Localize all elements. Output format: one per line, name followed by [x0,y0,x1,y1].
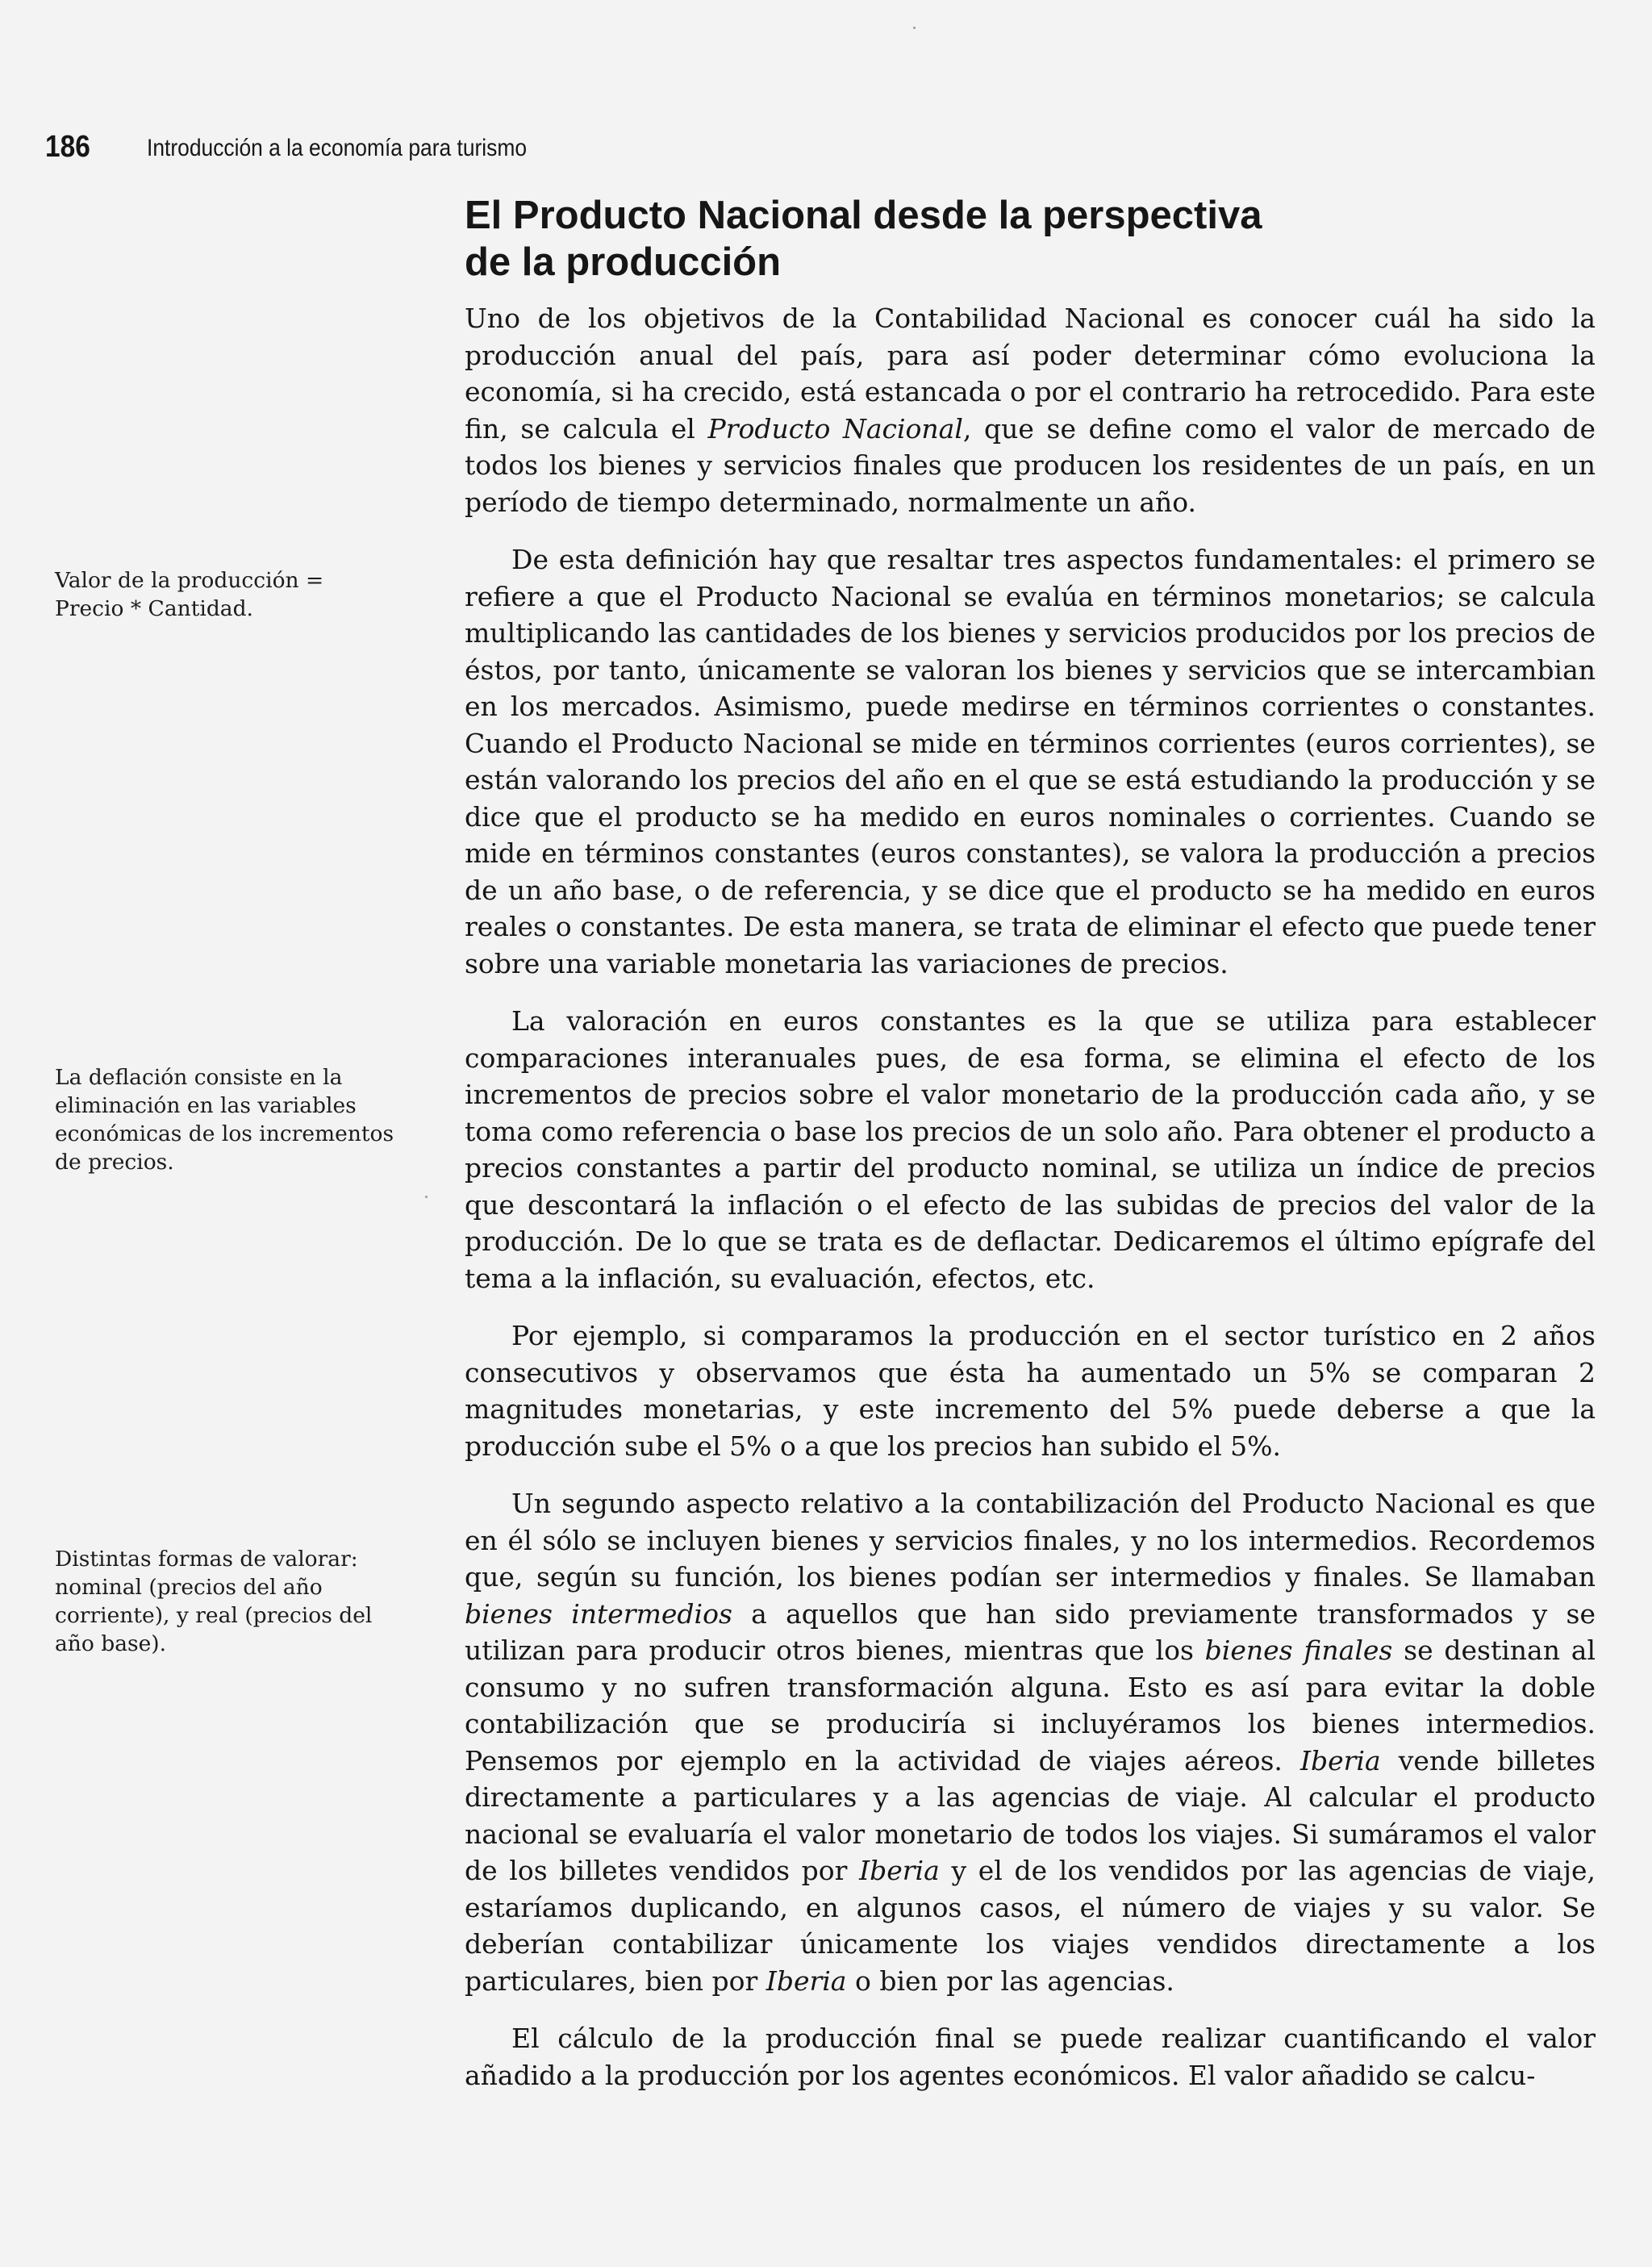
paragraph-1: Uno de los objetivos de la Contabilidad Nacional es conocer cuál ha sido la producción anual del país, para así poder determinar cómo evoluciona la economía, si ha crecido, está estancada o por el contrario ha retrocedido. Para este fin, se calcula el Producto Nacional, que se define como el valor de mercado de todos los bienes y servicios finales que producen los residentes de un país, en un período de tiempo determinado, normalmente un año. [465,303,1596,518]
term-bienes-finales: bienes finales [1204,1634,1393,1666]
paragraph-3: La valoración en euros constantes es la que se utiliza para establecer comparaciones interanuales pues, de esa forma, se elimina el efecto de los incrementos de precios sobre el valor monetario de la producción cada año, y se toma como referencia o base los precios de un solo año. Para obtener el producto a precios constantes a partir del producto nominal, se utiliza un índice de precios que descontará la inflación o el efecto de las subidas de precios del valor de la producción. De lo que se trata es de deflactar. Dedicaremos el último epígrafe del tema a la inflación, su evaluación, efectos, etc. [465,1005,1596,1294]
margin-note-line: Valor de la producción = [55,568,324,593]
main-text [465,300,1596,2115]
running-title: Introducción a la economía para turismo [147,135,528,161]
section-title-line-2: de la producción [465,240,782,284]
paragraph-2: De esta definición hay que resaltar tres aspectos fundamentales: el primero se refiere a que el Producto Nacional se evalúa en términos monetarios; se calcula multiplicando las cantidades de los bienes y servicios producidos por los precios de éstos, por tanto, únicamente se valoran los bienes y servicios que se intercambian en los mercados. Asimismo, puede medirse en términos corrientes o constantes. Cuando el Producto Nacional se mide en términos corrientes (euros corrientes), se están valorando los precios del año en el que se está estudiando la producción y se dice que el producto se ha medido en euros nominales o corrientes. Cuando se mide en términos constantes (euros constantes), se valora la producción a precios de un año base, o de referencia, y se dice que el producto se ha medido en euros reales o constantes. De esta manera, se trata de eliminar el efecto que puede tener sobre una variable monetaria las variaciones de precios. [465,544,1596,979]
paragraph-4: Por ejemplo, si comparamos la producción en el sector turístico en 2 años consecutivos y observamos que ésta ha aumentado un 5% se comparan 2 magnitudes monetarias, y este incremento del 5% puede deberse a que la producción sube el 5% o a que los precios han subido el 5%. [465,1320,1596,1462]
page-header [45,127,1594,168]
page-number: 186 [45,130,90,164]
margin-note-production-value [55,566,410,623]
term-bienes-intermedios: bienes intermedios [465,1597,732,1630]
section-title [465,192,1594,286]
margin-note-line: Precio * Cantidad. [55,596,253,621]
section-title-line-1: El Producto Nacional desde la perspectiva [465,194,1262,237]
paragraph-5: Un segundo aspecto relativo a la contabilización del Producto Nacional es que en él sólo se incluyen bienes y servicios finales, y no los intermedios. Recordemos que, según su función, los bienes podían ser intermedios y finales. Se llamaban bienes intermedios a aquellos que han sido previamente transformados y se utilizan para producir otros bienes, mientras que los bienes finales se destinan al consumo y no sufren transformación alguna. Esto es así para evitar la doble contabilización que se produciría si incluyéramos los bienes intermedios. Pensemos por ejemplo en la actividad de viajes aéreos. Iberia vende billetes directamente a particulares y a las agencias de viaje. Al calcular el producto nacional se evaluaría el valor monetario de todos los viajes. Si sumáramos el valor de los billetes vendidos por Iberia y el de los vendidos por las agencias de viaje, estaríamos duplicando, en algunos casos, el número de viajes y su valor. Se deberían contabilizar únicamente los viajes vendidos directamente a los particulares, bien por Iberia o bien por las agencias. [465,1488,1596,1997]
term-iberia: Iberia [766,1964,847,1997]
term-producto-nacional: Producto Nacional [707,412,963,445]
scan-speck [913,27,916,29]
margin-note-valuation-forms: Distintas formas de valorar: nominal (precios del año corriente), y real (precios del año base). [55,1547,373,1656]
scan-speck [425,1196,428,1198]
paragraph-6: El cálculo de la producción final se puede realizar cuantificando el valor añadido a la producción por los agentes económicos. El valor añadido se calcu- [465,2023,1596,2091]
term-iberia: Iberia [859,1855,940,1886]
margin-note-deflation: La deflación consiste en la eliminación en las variables económicas de los incrementos de precios. [55,1065,394,1175]
term-iberia: Iberia [1299,1744,1381,1776]
